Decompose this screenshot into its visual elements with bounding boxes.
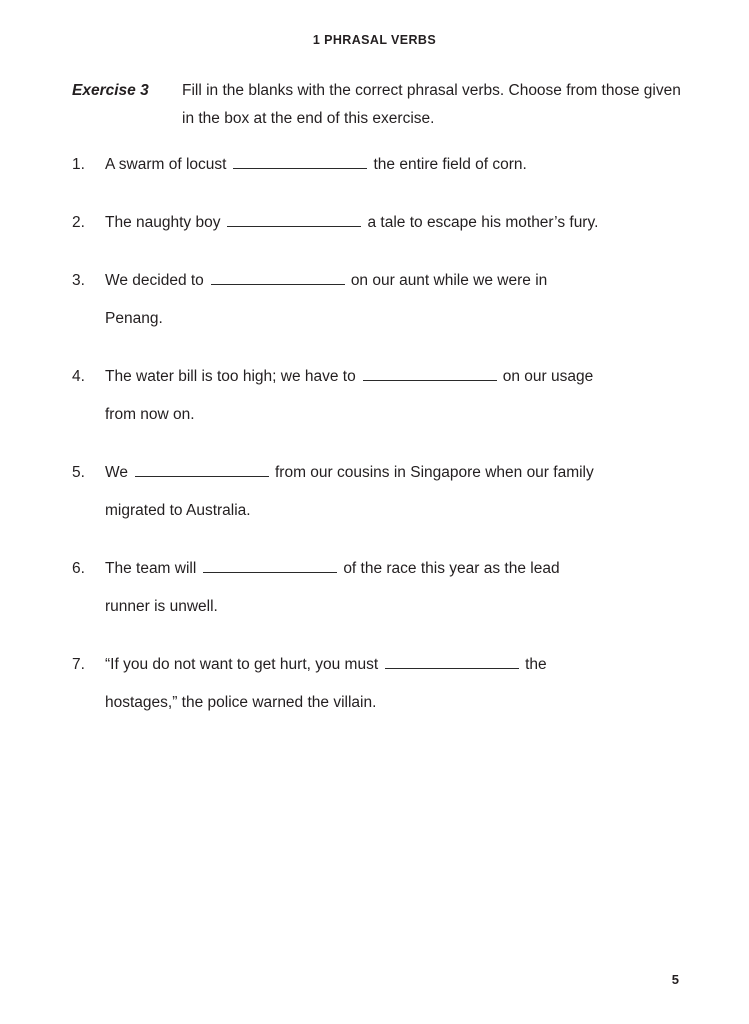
question-line2: Penang. (105, 310, 163, 327)
running-head: 1 PHRASAL VERBS (312, 33, 437, 47)
question-number: 1. (72, 156, 85, 173)
question-line1 (105, 204, 702, 242)
question-line1 (105, 262, 702, 300)
text-after-blank: the (525, 656, 547, 673)
question-item-5 (72, 454, 702, 530)
text-before-blank: We decided to (105, 272, 204, 289)
question-text (105, 454, 702, 530)
text-after-blank: on our usage (502, 368, 594, 385)
question-line1 (105, 646, 702, 684)
question-text (105, 262, 702, 338)
text-after-blank: of the race this year as the lead (343, 560, 560, 577)
blank-line (135, 476, 269, 477)
text-before-blank: A swarm of locust (105, 156, 227, 173)
question-text (105, 146, 702, 184)
blank-line (211, 284, 345, 285)
blank-line (227, 226, 361, 227)
text-before-blank: We (105, 464, 128, 481)
question-number: 6. (72, 560, 85, 577)
text-before-blank: The team will (105, 560, 197, 577)
question-item-3 (72, 262, 702, 338)
blank-line (233, 168, 367, 169)
blank-line (363, 380, 497, 381)
question-line2: hostages,” the police warned the villain. (105, 694, 377, 711)
question-line1 (105, 454, 702, 492)
exercise-label: Exercise 3 (72, 82, 149, 99)
question-item-1 (72, 146, 702, 184)
question-line2: migrated to Australia. (105, 502, 251, 519)
question-item-4 (72, 358, 702, 434)
question-line2: from now on. (105, 406, 195, 423)
question-line1 (105, 550, 702, 588)
text-after-blank: a tale to escape his mother’s fury. (367, 214, 599, 231)
text-after-blank: from our cousins in Singapore when our family (274, 464, 594, 481)
blank-line (385, 668, 519, 669)
question-number: 2. (72, 214, 85, 231)
question-list (72, 146, 702, 742)
question-item-7 (72, 646, 702, 722)
question-text (105, 204, 702, 242)
question-text (105, 358, 702, 434)
question-text (105, 646, 702, 722)
text-after-blank: the entire field of corn. (373, 156, 527, 173)
exercise-instructions: Fill in the blanks with the correct phrasal verbs. Choose from those given in the box at the end of this exercise. (182, 82, 681, 127)
blank-line (203, 572, 337, 573)
text-before-blank: The water bill is too high; we have to (105, 368, 356, 385)
question-item-2 (72, 204, 702, 242)
question-number: 5. (72, 464, 85, 481)
page-number: 5 (671, 972, 679, 987)
text-before-blank: “If you do not want to get hurt, you must (105, 656, 379, 673)
question-number: 7. (72, 656, 85, 673)
question-number: 3. (72, 272, 85, 289)
question-text (105, 550, 702, 626)
question-item-6 (72, 550, 702, 626)
text-after-blank: on our aunt while we were in (350, 272, 548, 289)
question-line1 (105, 358, 702, 396)
question-number: 4. (72, 368, 85, 385)
exercise-header (72, 77, 682, 133)
question-line2: runner is unwell. (105, 598, 218, 615)
text-before-blank: The naughty boy (105, 214, 221, 231)
question-line1 (105, 146, 702, 184)
